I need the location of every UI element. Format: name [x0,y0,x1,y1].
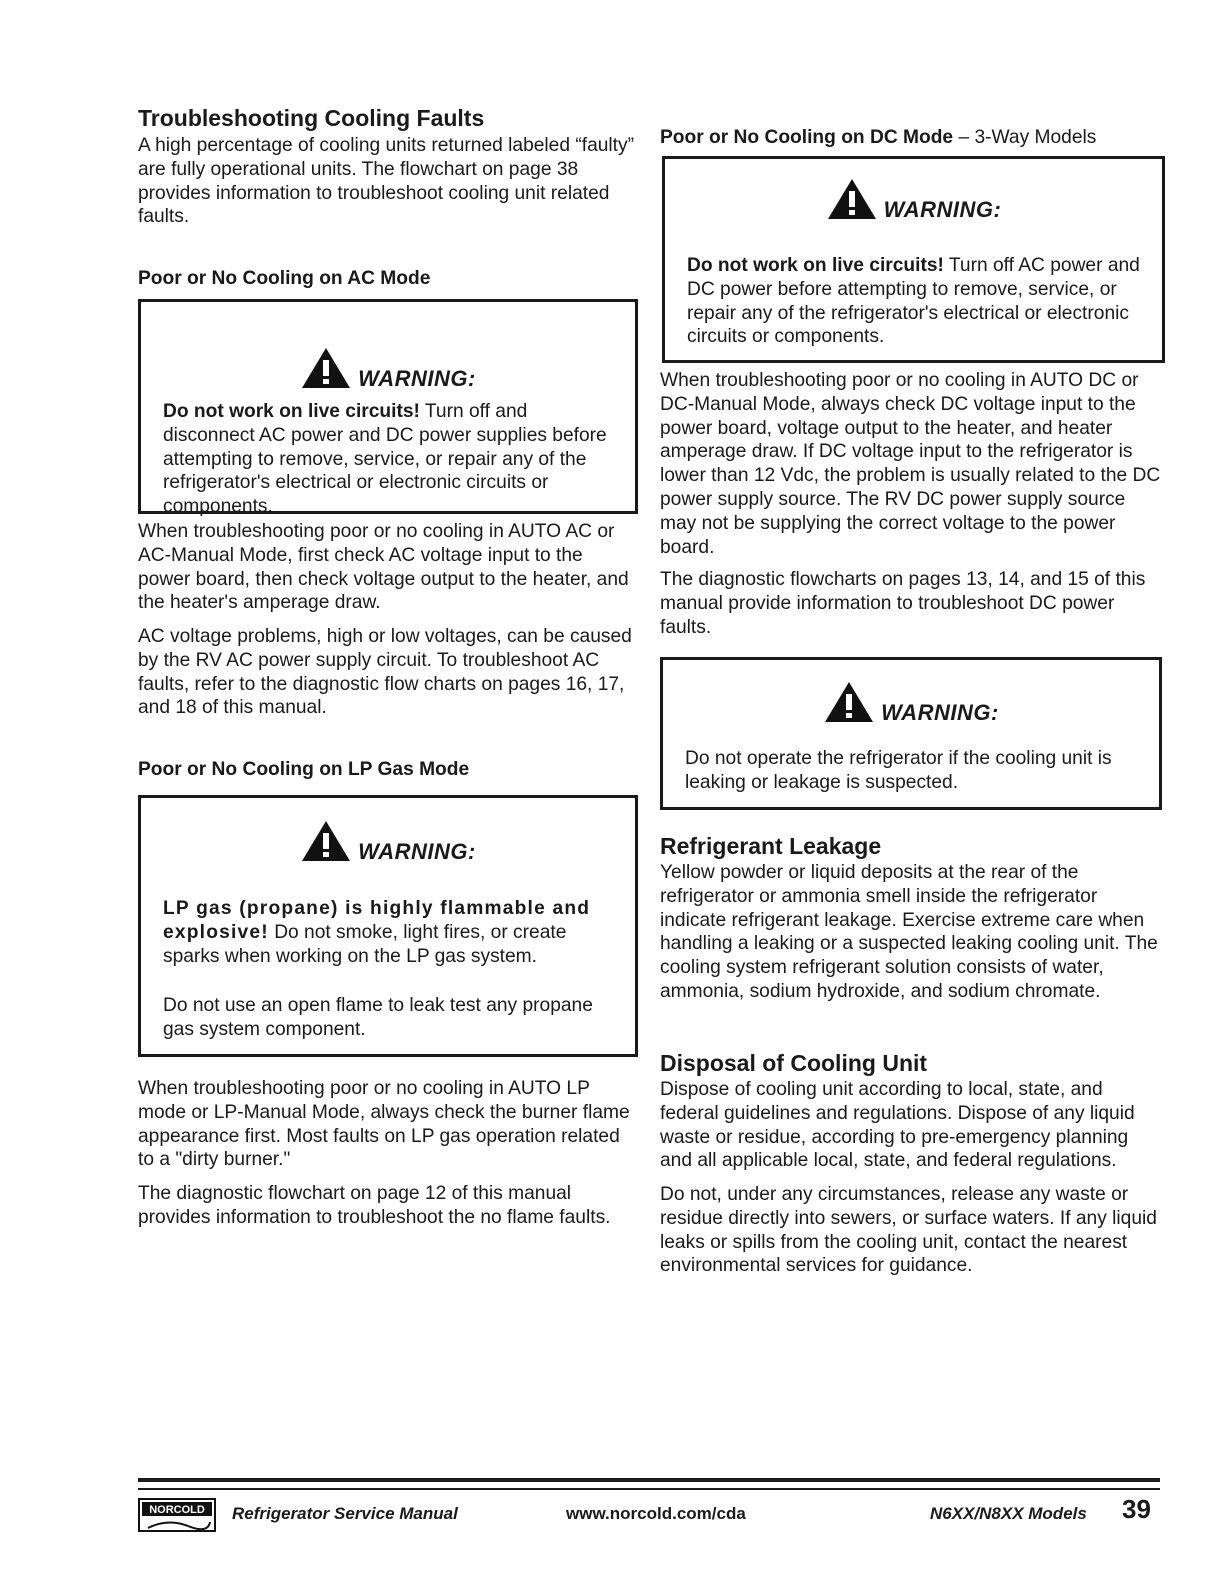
ac-warning-header [141,346,635,392]
lp-warning-header [141,819,635,865]
dc-warning-text: Turn off AC power and DC power before attempting to remove, service, or repair any of the refrigerator's electrical or electronic circuits or components. [687,255,1140,348]
footer-models: N6XX/N8XX Models [930,1504,1087,1523]
ac-mode-heading: Poor or No Cooling on AC Mode [138,268,431,289]
lp-warning-text-2: Do not use an open flame to leak test any propane gas system component. [163,995,593,1040]
dc-warning-bold: Do not work on live circuits! [687,255,944,276]
section-title-leakage: Refrigerant Leakage [660,833,882,859]
page-number: 39 [1122,1494,1151,1524]
dc-warning-box [662,156,1165,363]
footer-url: www.norcold.com/cda [566,1504,746,1523]
ac-warning-text: Turn off and disconnect AC power and DC power supplies before attempting to remove, service, or repair any of the refrigerator's electrical or electronic circuits or components. [163,401,607,518]
section-title-disposal: Disposal of Cooling Unit [660,1050,928,1076]
dc-paragraph-2: The diagnostic flowcharts on pages 13, 14, and 15 of this manual provide information to troubleshoot DC power faults. [660,569,1146,638]
dc-heading-rest: – 3-Way Models [953,127,1097,148]
footer-manual-title: Refrigerator Service Manual [232,1504,458,1523]
warning-triangle-icon [826,177,878,221]
ac-warning-body [163,400,617,519]
ac-paragraph-2: AC voltage problems, high or low voltages, can be caused by the RV AC power supply circuit. To troubleshoot AC faults, refer to the diagnostic flow charts on pages 16, 17, and 18 of this manual. [138,626,632,719]
ac-paragraph-1: When troubleshooting poor or no cooling in AUTO AC or AC-Manual Mode, first check AC voltage input to the power board, then check voltage output to the heater, and the heater's amperage draw. [138,521,629,614]
norcold-logo-icon [138,1498,216,1532]
warning-triangle-icon [300,346,352,390]
disposal-paragraph-1: Dispose of cooling unit according to local, state, and federal guidelines and regulations. Dispose of any liquid waste or residue, according to pre-emergency planning and all applicable local, state, and federal regulations. [660,1079,1135,1172]
lp-warning-label: WARNING: [358,839,476,864]
ac-warning-box [138,299,638,518]
lp-warning-text: Do not smoke, light fires, or create sparks when working on the LP gas system. [163,921,567,967]
leak-warning-box [660,657,1162,810]
ac-warning-label: WARNING: [358,366,476,391]
footer-rule-thin [138,1488,1160,1490]
lp-paragraph-1: When troubleshooting poor or no cooling in AUTO LP mode or LP-Manual Mode, always check the burner flame appearance first. Most faults on LP gas operation related to a "dirty burner." [138,1078,630,1171]
footer-rule [138,1478,1160,1482]
leakage-paragraph: Yellow powder or liquid deposits at the rear of the refrigerator or ammonia smell inside the refrigerator indicate refrigerant leakage. Exercise extreme care when handling a leaking or a suspected leaking cooling unit. The cooling system refrigerant solution consists of water, ammonia, sodium hydroxide, and sodium chromate. [660,862,1158,1002]
warning-triangle-icon [300,819,352,863]
intro-paragraph: A high percentage of cooling units returned labeled “faulty” are fully operational units. The flowchart on page 38 provides information to troubleshoot cooling unit related faults. [138,135,634,228]
dc-mode-heading [660,126,1165,150]
norcold-logo [138,1498,216,1532]
ac-warning-bold: Do not work on live circuits! [163,401,420,422]
section-title-troubleshooting: Troubleshooting Cooling Faults [138,105,485,131]
leak-warning-header [663,680,1159,726]
leak-warning-text: Do not operate the refrigerator if the cooling unit is leaking or leakage is suspected. [685,748,1112,793]
lp-mode-heading: Poor or No Cooling on LP Gas Mode [138,759,470,780]
dc-paragraph-1: When troubleshooting poor or no cooling in AUTO DC or DC-Manual Mode, always check DC voltage input to the power board, voltage output to the heater, and heater amperage draw. If DC voltage input to the refrigerator is lower than 12 Vdc, the problem is usually related to the DC power supply source. The RV DC power supply source may not be supplying the correct voltage to the power board. [660,370,1161,558]
dc-warning-label: WARNING: [883,197,1002,222]
warning-triangle-icon [823,680,875,724]
dc-warning-header [665,177,1162,223]
dc-heading-bold: Poor or No Cooling on DC Mode [660,127,954,148]
lp-warning-body [163,897,617,968]
dc-warning-body [687,254,1144,349]
logo-text: NORCOLD [149,1504,205,1516]
lp-paragraph-2: The diagnostic flowchart on page 12 of this manual provides information to troubleshoot the no flame faults. [138,1183,611,1228]
leak-warning-label: WARNING: [881,700,999,725]
lp-warning-bold: LP gas (propane) is highly flammable and explosive! [163,898,591,943]
disposal-paragraph-2: Do not, under any circumstances, release any waste or residue directly into sewers, or surface waters. If any liquid leaks or spills from the cooling unit, contact the nearest environmental services for guidance. [660,1184,1157,1277]
lp-warning-box [138,795,638,1057]
